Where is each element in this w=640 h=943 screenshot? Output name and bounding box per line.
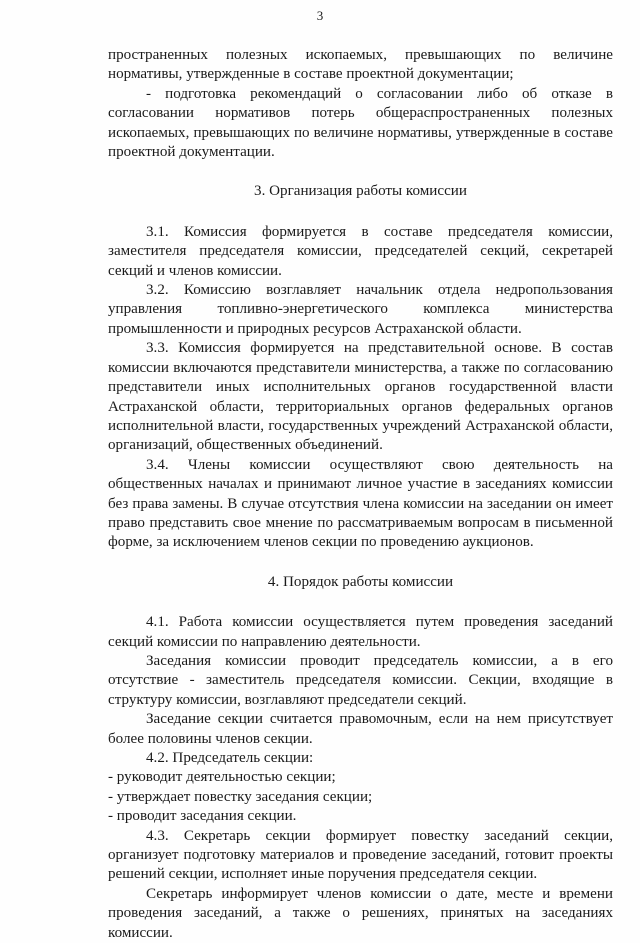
paragraph: 3.3. Комиссия формируется на представительной основе. В состав комиссии включаются представители министерства, а также по согласованию представители иных исполнительных органов государственной власти Астраханской области, территориальных органов федеральных органов исполнительной власти, государственных учреждений Астраханской области, организаций, общественных объединений. (108, 340, 613, 454)
list-item: - руководит деятельностью секции; (108, 769, 336, 786)
paragraph: Секретарь информирует членов комиссии о дате, месте и времени проведения заседаний, а также о решениях, принятых на заседаниях комиссии. (108, 885, 613, 941)
paragraph: Заседание секции считается правомочным, если на нем присутствует более половины членов секции. (108, 711, 613, 747)
paragraph: 3.1. Комиссия формируется в составе председателя комиссии, заместителя председателя комиссии, председателей секций, секретарей секций и членов комиссии. (108, 223, 613, 279)
page-number: 3 (316, 8, 324, 23)
paragraph: Заседания комиссии проводит председатель комиссии, а в его отсутствие - заместитель председателя комиссии. Секции, входящие в структуру комиссии, возглавляют председатели секций. (108, 652, 613, 708)
paragraph: 4.1. Работа комиссии осуществляется путем проведения заседаний секций комиссии по направлению деятельности. (108, 614, 613, 650)
paragraph: 4.2. Председатель секции: (146, 750, 314, 766)
document-body (108, 46, 613, 943)
paragraph: 4.3. Секретарь секции формирует повестку заседаний секции, организует подготовку материалов и проведение заседаний, готовит проекты решений секции, исполняет иные поручения председателя секции. (108, 827, 613, 883)
section-heading-3: 3. Организация работы комиссии (254, 183, 467, 200)
paragraph: пространенных полезных ископаемых, превышающих по величине нормативы, утвержденные в составе проектной документации; (108, 47, 613, 83)
paragraph: 3.2. Комиссию возглавляет начальник отдела недропользования управления топливно-энергетического комплекса министерства промышленности и природных ресурсов Астраханской области. (108, 282, 613, 337)
list-item: - проводит заседания секции. (108, 808, 297, 825)
list-item: - утверждает повестку заседания секции; (108, 788, 373, 805)
paragraph: - подготовка рекомендаций о согласовании либо об отказе в согласовании нормативов потерь общераспространенных полезных ископаемых, превышающих по величине нормативы, утвержденные в составе проектной документации. (108, 85, 613, 161)
paragraph: 3.4. Члены комиссии осуществляют свою деятельность на общественных началах и принимают личное участие в заседаниях комиссии без права замены. В случае отсутствия члена комиссии на заседании он имеет право представить свое мнение по рассматриваемым вопросам в письменной форме, за исключением членов секции по проведению аукционов. (108, 456, 613, 551)
section-heading-4: 4. Порядок работы комиссии (267, 573, 454, 590)
